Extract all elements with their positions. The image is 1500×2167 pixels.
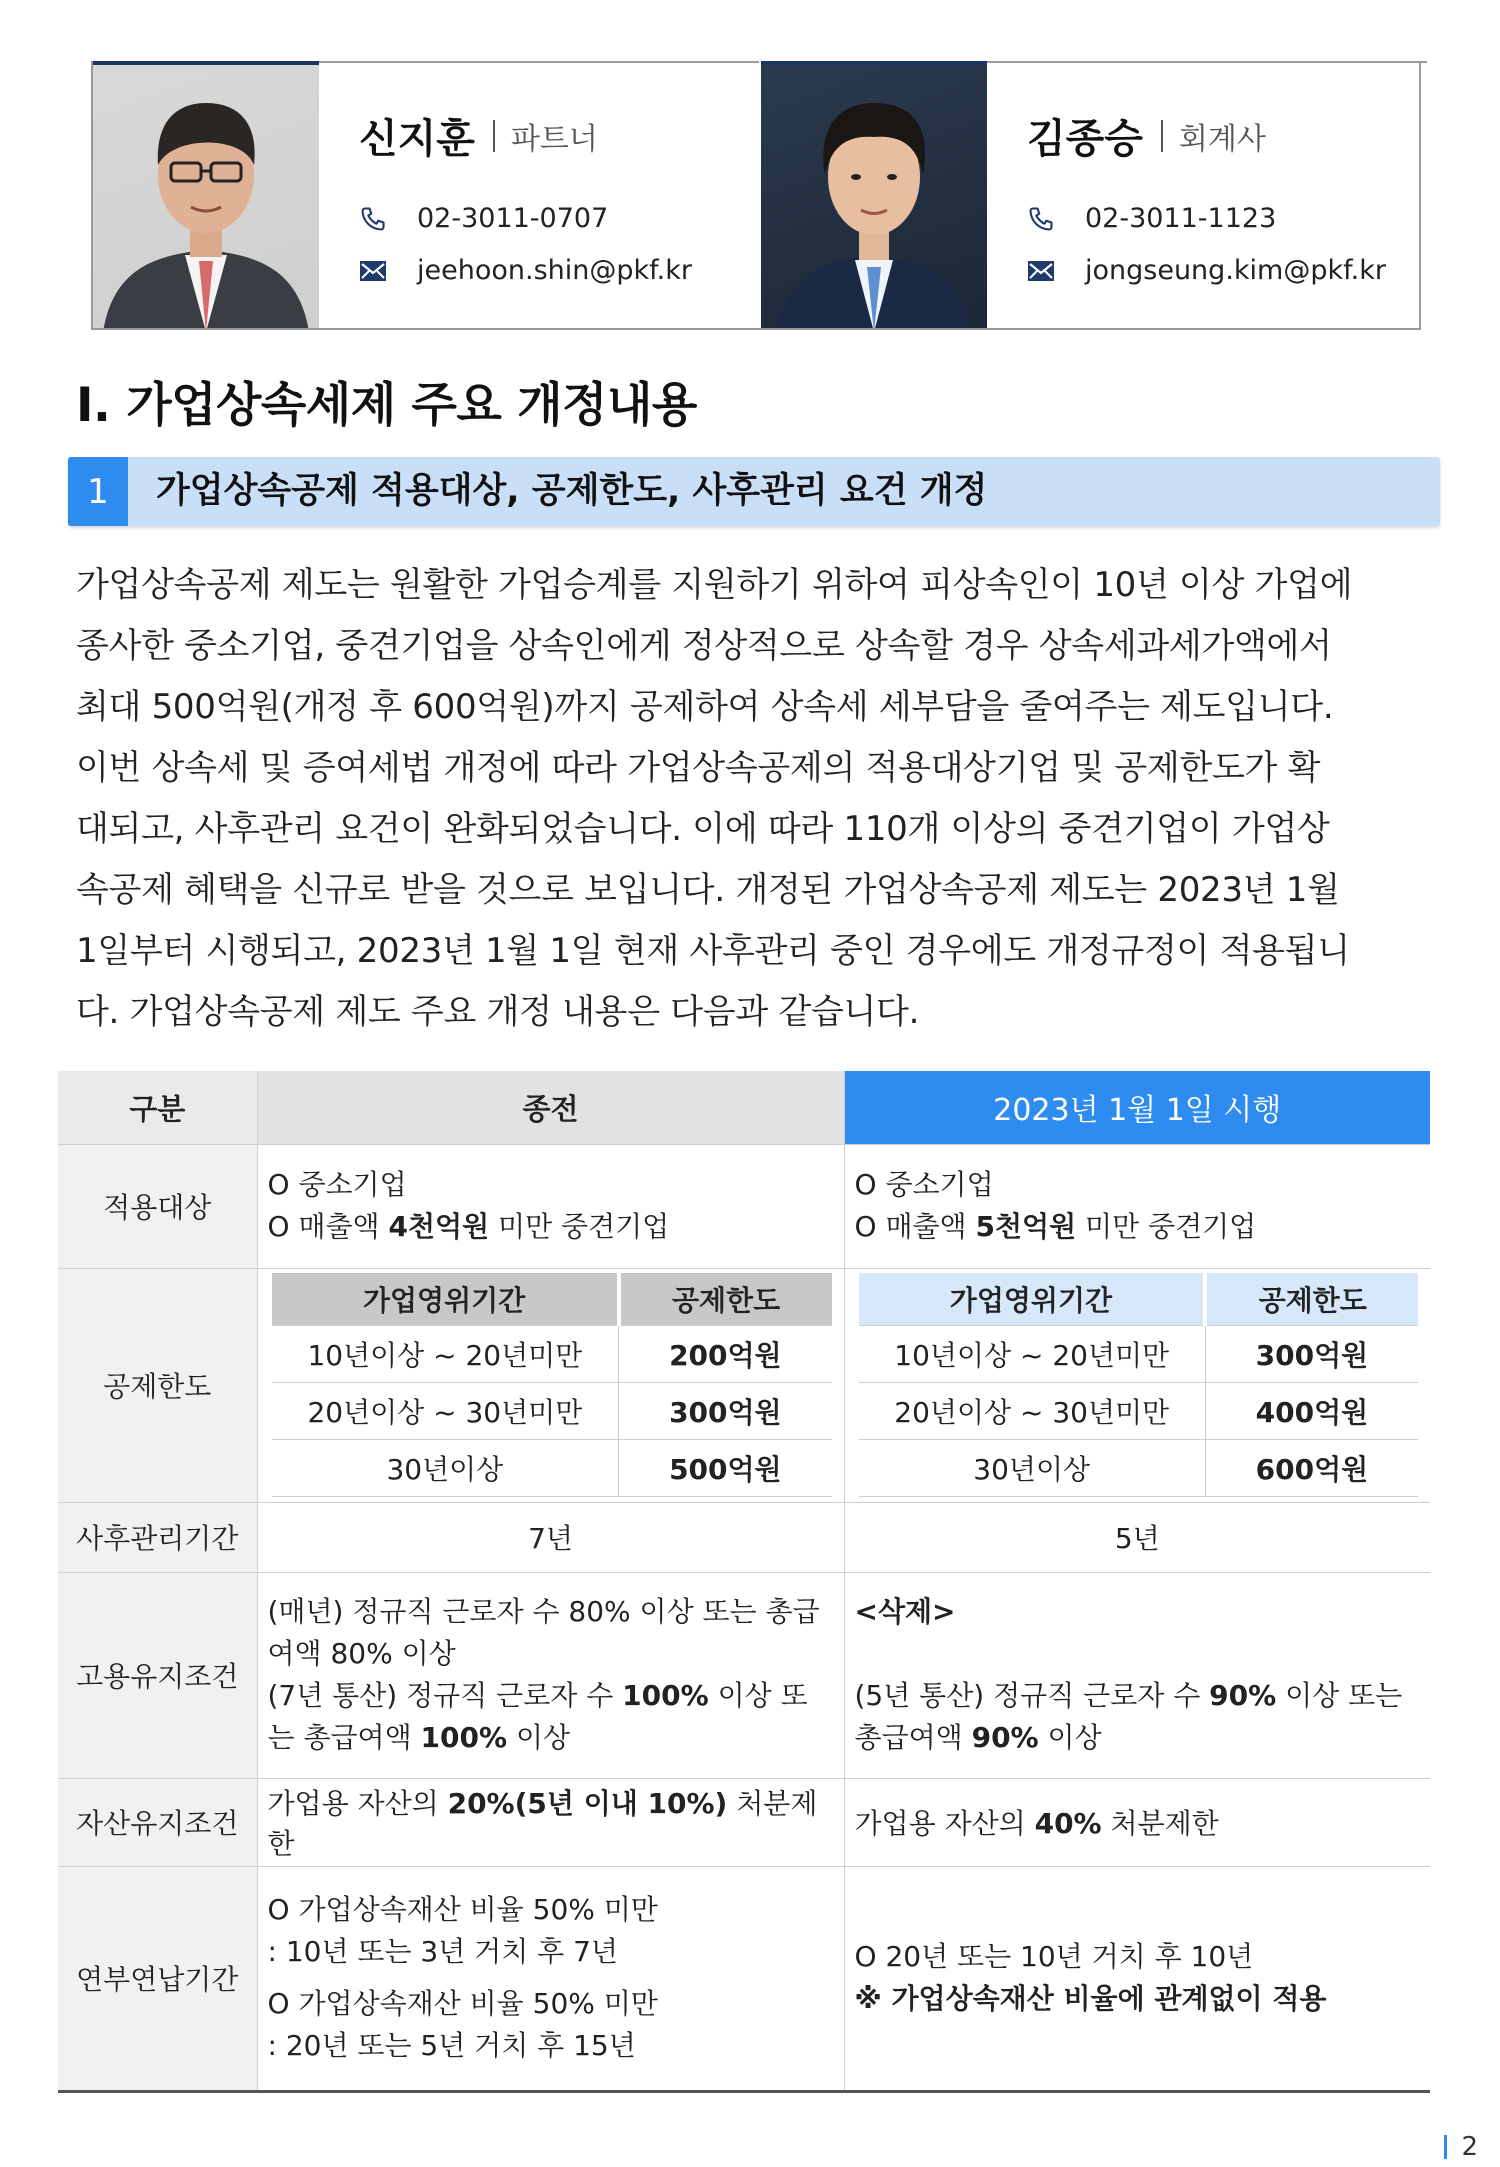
paragraph-line: 가업상속공제 제도는 원활한 가업승계를 지원하기 위하여 피상속인이 10년 이상 가업에 bbox=[76, 565, 1353, 605]
row-label: 연부연납기간 bbox=[58, 1866, 257, 2091]
contact-email[interactable]: jeehoon.shin@pkf.kr bbox=[417, 255, 692, 286]
contact-info-1 bbox=[319, 61, 759, 328]
contact-role: 회계사 bbox=[1178, 121, 1266, 157]
comparison-table bbox=[58, 1071, 1430, 2093]
paragraph-line: 이번 상속세 및 증여세법 개정에 따라 가업상속공제의 적용대상기업 및 공제한도가 확 bbox=[76, 748, 1321, 788]
table-row-limit bbox=[58, 1268, 1430, 1502]
target-before: O 중소기업 O 매출액 4천억원 미만 중견기업 bbox=[257, 1144, 844, 1268]
subsection-title: 가업상속공제 적용대상, 공제한도, 사후관리 요건 개정 bbox=[156, 471, 988, 511]
limit-before bbox=[257, 1268, 844, 1502]
section-title: I. 가업상속세제 주요 개정내용 bbox=[76, 378, 697, 433]
subsection-header bbox=[68, 457, 1440, 526]
profile-photo-1 bbox=[93, 61, 319, 328]
contact-phone[interactable]: 02-3011-0707 bbox=[417, 203, 609, 234]
period-after: 5년 bbox=[844, 1502, 1430, 1572]
limit-after bbox=[844, 1268, 1430, 1502]
asset-after: 가업용 자산의 40% 처분제한 bbox=[844, 1778, 1430, 1866]
target-after: O 중소기업 O 매출액 5천억원 미만 중견기업 bbox=[844, 1144, 1430, 1268]
asset-before: 가업용 자산의 20%(5년 이내 10%) 처분제한 bbox=[257, 1778, 844, 1866]
page-number: 2 bbox=[1444, 2132, 1478, 2162]
mail-icon bbox=[1027, 257, 1055, 285]
table-row-installment bbox=[58, 1866, 1430, 2091]
period-before: 7년 bbox=[257, 1502, 844, 1572]
phone-icon bbox=[359, 205, 387, 233]
paragraph-line: 대되고, 사후관리 요건이 완화되었습니다. 이에 따라 110개 이상의 중견기업이 가업상 bbox=[76, 809, 1330, 849]
contact-info-2 bbox=[987, 61, 1427, 328]
phone-icon bbox=[1027, 205, 1055, 233]
subsection-number: 1 bbox=[68, 457, 128, 526]
row-label: 사후관리기간 bbox=[58, 1502, 257, 1572]
table-row-period bbox=[58, 1502, 1430, 1572]
header-after: 2023년 1월 1일 시행 bbox=[844, 1071, 1430, 1144]
divider bbox=[493, 120, 495, 152]
table-row-target bbox=[58, 1144, 1430, 1268]
limit-after-table: 가업영위기간 공제한도 10년이상 ~ 20년미만 300억원 20년이상 ~ 30년미만 400억원 30년이상 600억원 bbox=[859, 1273, 1419, 1498]
page-number-bar bbox=[1444, 2135, 1447, 2159]
employment-after: <삭제> (5년 통산) 정규직 근로자 수 90% 이상 또는 총급여액 90% 이상 bbox=[844, 1572, 1430, 1778]
row-label: 자산유지조건 bbox=[58, 1778, 257, 1866]
table-row-asset bbox=[58, 1778, 1430, 1866]
header-category: 구분 bbox=[58, 1071, 257, 1144]
contact-name: 김종승 bbox=[1027, 116, 1143, 162]
divider bbox=[1161, 120, 1163, 152]
row-label: 고용유지조건 bbox=[58, 1572, 257, 1778]
contact-role: 파트너 bbox=[510, 121, 598, 157]
paragraph-line: 최대 500억원(개정 후 600억원)까지 공제하여 상속세 세부담을 줄여주는 제도입니다. bbox=[76, 687, 1334, 727]
profile-photo-2 bbox=[761, 61, 987, 328]
limit-before-table: 가업영위기간 공제한도 10년이상 ~ 20년미만 200억원 20년이상 ~ 30년미만 300억원 30년이상 500억원 bbox=[272, 1273, 832, 1498]
paragraph-line: 다. 가업상속공제 제도 주요 개정 내용은 다음과 같습니다. bbox=[76, 992, 920, 1032]
installment-after: O 20년 또는 10년 거치 후 10년 ※ 가업상속재산 비율에 관계없이 적용 bbox=[844, 1866, 1430, 2091]
employment-before: (매년) 정규직 근로자 수 80% 이상 또는 총급여액 80% 이상 (7년 통산) 정규직 근로자 수 100% 이상 또는 총급여액 100% 이상 bbox=[257, 1572, 844, 1778]
contact-phone[interactable]: 02-3011-1123 bbox=[1085, 203, 1277, 234]
contact-cards bbox=[91, 61, 1421, 330]
installment-before: O 가업상속재산 비율 50% 미만 : 10년 또는 3년 거치 후 7년 O 가업상속재산 비율 50% 미만 : 20년 또는 5년 거치 후 15년 bbox=[257, 1866, 844, 2091]
paragraph-line: 속공제 혜택을 신규로 받을 것으로 보입니다. 개정된 가업상속공제 제도는 2023년 1월 bbox=[76, 870, 1340, 910]
contact-email[interactable]: jongseung.kim@pkf.kr bbox=[1085, 255, 1386, 286]
body-paragraph bbox=[76, 555, 1426, 1043]
paragraph-line: 1일부터 시행되고, 2023년 1월 1일 현재 사후관리 중인 경우에도 개정규정이 적용됩니 bbox=[76, 931, 1350, 971]
mail-icon bbox=[359, 257, 387, 285]
row-label: 적용대상 bbox=[58, 1144, 257, 1268]
header-before: 종전 bbox=[257, 1071, 844, 1144]
row-label: 공제한도 bbox=[58, 1268, 257, 1502]
paragraph-line: 종사한 중소기업, 중견기업을 상속인에게 정상적으로 상속할 경우 상속세과세가액에서 bbox=[76, 626, 1332, 666]
contact-name: 신지훈 bbox=[359, 116, 475, 162]
table-row-employment bbox=[58, 1572, 1430, 1778]
